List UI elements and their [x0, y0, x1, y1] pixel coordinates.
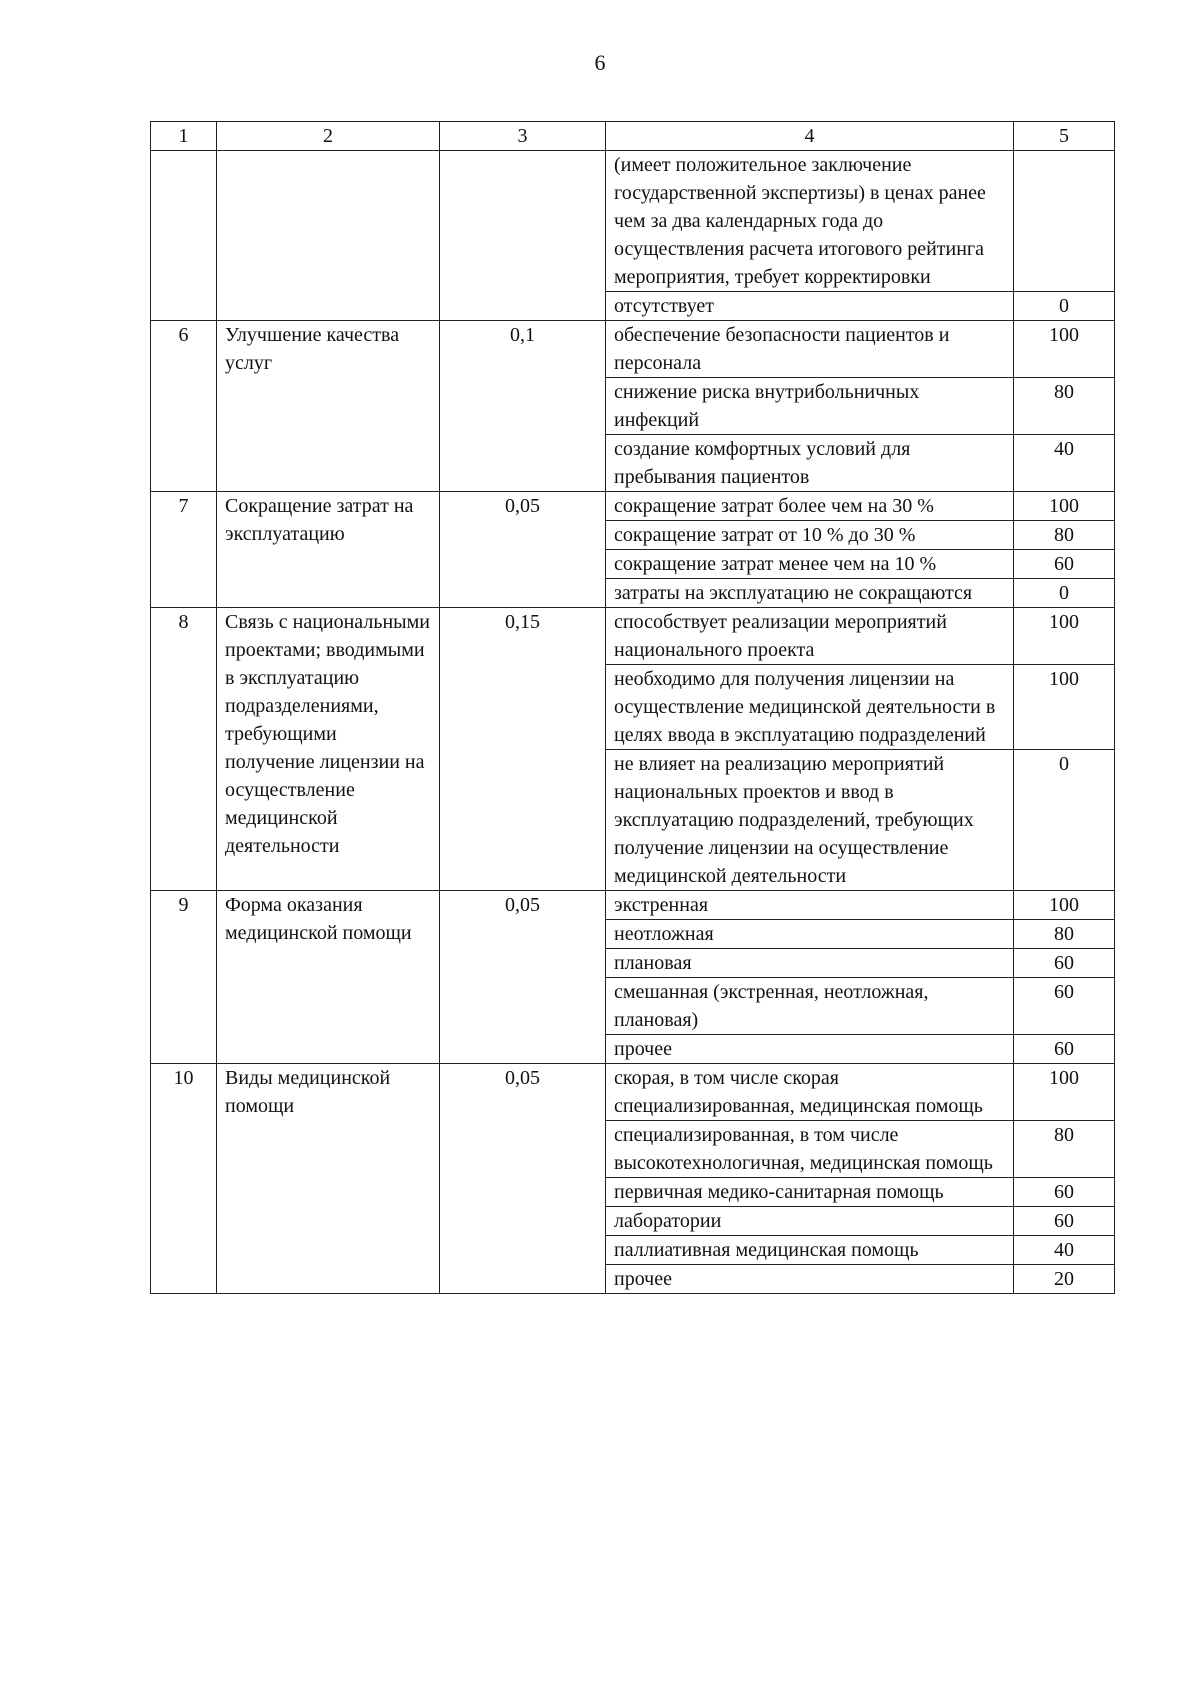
criterion-coefficient: 0,1 — [440, 321, 606, 492]
option-description: необходимо для получения лицензии на осуществление медицинской деятельности в целях ввода в эксплуатацию подразделений — [606, 665, 1014, 750]
option-description: способствует реализации мероприятий национального проекта — [606, 608, 1014, 665]
option-description: сокращение затрат более чем на 30 % — [606, 492, 1014, 521]
option-description: скорая, в том числе скорая специализированная, медицинская помощь — [606, 1064, 1014, 1121]
option-score: 60 — [1014, 1035, 1115, 1064]
table-body — [151, 151, 1115, 1294]
header-col-3: 3 — [440, 122, 606, 151]
option-description: первичная медико-санитарная помощь — [606, 1178, 1014, 1207]
option-score: 100 — [1014, 891, 1115, 920]
criterion-number: 6 — [151, 321, 217, 492]
option-description: создание комфортных условий для пребывания пациентов — [606, 435, 1014, 492]
option-score: 80 — [1014, 1121, 1115, 1178]
option-description: паллиативная медицинская помощь — [606, 1236, 1014, 1265]
header-col-5: 5 — [1014, 122, 1115, 151]
header-row — [151, 122, 1115, 151]
option-description: затраты на эксплуатацию не сокращаются — [606, 579, 1014, 608]
table-row — [151, 151, 1115, 292]
option-score — [1014, 151, 1115, 292]
option-score: 0 — [1014, 579, 1115, 608]
option-score: 80 — [1014, 920, 1115, 949]
option-score: 0 — [1014, 750, 1115, 891]
criterion-name: Виды медицинской помощи — [217, 1064, 440, 1294]
option-score: 100 — [1014, 665, 1115, 750]
criterion-name: Форма оказания медицинской помощи — [217, 891, 440, 1064]
option-description: снижение риска внутрибольничных инфекций — [606, 378, 1014, 435]
option-score: 40 — [1014, 1236, 1115, 1265]
table-row — [151, 492, 1115, 521]
criterion-number: 10 — [151, 1064, 217, 1294]
option-score: 0 — [1014, 292, 1115, 321]
option-description: прочее — [606, 1035, 1014, 1064]
criterion-name: Улучшение качества услуг — [217, 321, 440, 492]
table-row — [151, 608, 1115, 665]
option-description: сокращение затрат от 10 % до 30 % — [606, 521, 1014, 550]
option-score: 100 — [1014, 321, 1115, 378]
criterion-name: Связь с национальными проектами; вводимыми в эксплуатацию подразделениями, требующими получение лицензии на осуществление медицинской деятельности — [217, 608, 440, 891]
criterion-coefficient: 0,05 — [440, 891, 606, 1064]
criterion-coefficient: 0,15 — [440, 608, 606, 891]
option-score: 100 — [1014, 492, 1115, 521]
header-col-1: 1 — [151, 122, 217, 151]
option-score: 60 — [1014, 1178, 1115, 1207]
header-col-2: 2 — [217, 122, 440, 151]
option-score: 80 — [1014, 378, 1115, 435]
criterion-number: 8 — [151, 608, 217, 891]
table-row — [151, 321, 1115, 378]
option-description: лаборатории — [606, 1207, 1014, 1236]
criteria-table — [150, 121, 1115, 1294]
option-description: сокращение затрат менее чем на 10 % — [606, 550, 1014, 579]
criterion-name — [217, 151, 440, 321]
table-row — [151, 891, 1115, 920]
option-score: 80 — [1014, 521, 1115, 550]
option-score: 100 — [1014, 608, 1115, 665]
option-description: обеспечение безопасности пациентов и персонала — [606, 321, 1014, 378]
criterion-coefficient: 0,05 — [440, 1064, 606, 1294]
option-score: 40 — [1014, 435, 1115, 492]
option-score: 60 — [1014, 978, 1115, 1035]
option-score: 60 — [1014, 1207, 1115, 1236]
option-description: не влияет на реализацию мероприятий национальных проектов и ввод в эксплуатацию подразделений, требующих получение лицензии на осуществление медицинской деятельности — [606, 750, 1014, 891]
option-description: смешанная (экстренная, неотложная, плановая) — [606, 978, 1014, 1035]
option-description: (имеет положительное заключение государственной экспертизы) в ценах ранее чем за два календарных года до осуществления расчета итогового рейтинга мероприятия, требует корректировки — [606, 151, 1014, 292]
option-description: прочее — [606, 1265, 1014, 1294]
table-row — [151, 1064, 1115, 1121]
criterion-coefficient: 0,05 — [440, 492, 606, 608]
criterion-name: Сокращение затрат на эксплуатацию — [217, 492, 440, 608]
header-col-4: 4 — [606, 122, 1014, 151]
criterion-number — [151, 151, 217, 321]
option-score: 60 — [1014, 949, 1115, 978]
criterion-number: 9 — [151, 891, 217, 1064]
criterion-coefficient — [440, 151, 606, 321]
option-description: отсутствует — [606, 292, 1014, 321]
option-score: 60 — [1014, 550, 1115, 579]
option-description: специализированная, в том числе высокотехнологичная, медицинская помощь — [606, 1121, 1014, 1178]
option-description: экстренная — [606, 891, 1014, 920]
option-score: 20 — [1014, 1265, 1115, 1294]
criterion-number: 7 — [151, 492, 217, 608]
option-description: неотложная — [606, 920, 1014, 949]
option-score: 100 — [1014, 1064, 1115, 1121]
page-number: 6 — [594, 50, 606, 75]
option-description: плановая — [606, 949, 1014, 978]
